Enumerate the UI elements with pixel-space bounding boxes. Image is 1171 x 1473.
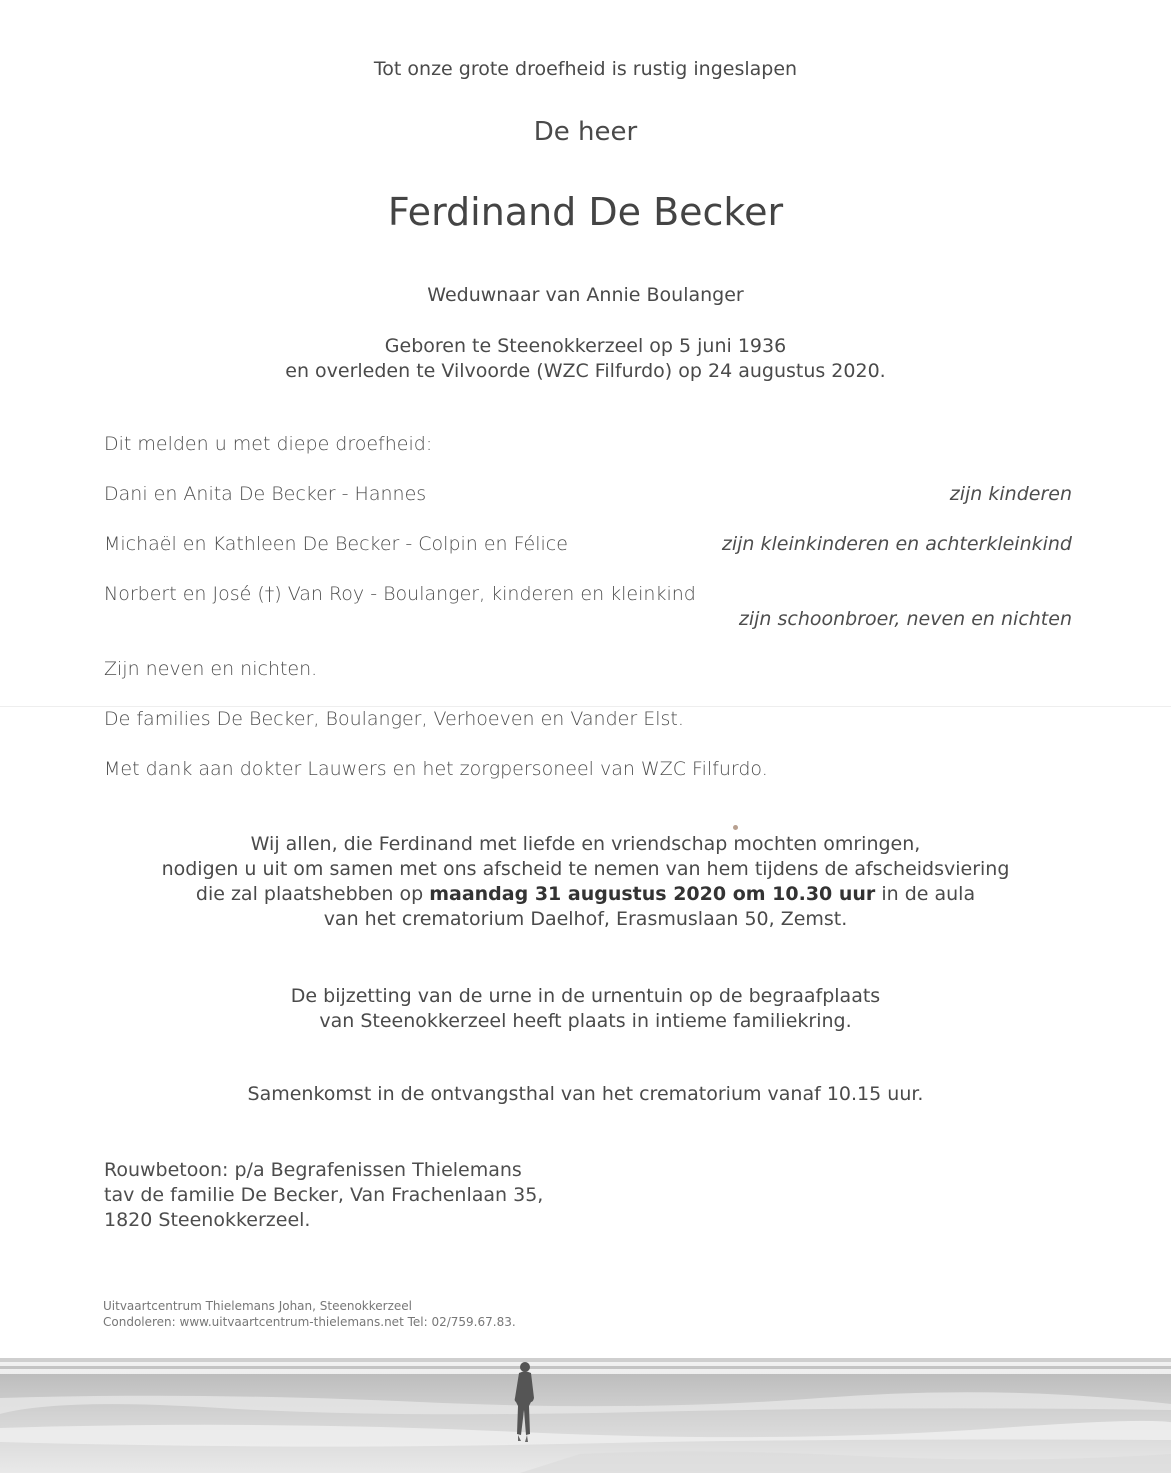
ceremony-date-time: maandag 31 augustus 2020 om 10.30 uur	[429, 883, 876, 905]
birth-text: Geboren te Steenokkerzeel op 5 juni 1936	[384, 335, 787, 357]
ceremony-line-1: Wij allen, die Ferdinand met liefde en vriendschap mochten omringen,	[250, 833, 921, 855]
ceremony-line-3-post: in de aula	[875, 883, 976, 905]
funeral-home-footer	[103, 1298, 516, 1330]
families-text: De families De Becker, Boulanger, Verhoeven en Vander Elst.	[104, 708, 684, 730]
family-names-children: Dani en Anita De Becker - Hannes	[104, 483, 427, 505]
condolence-address	[104, 1158, 543, 1233]
cousins-text: Zijn neven en nichten.	[104, 658, 318, 680]
intro-text: Tot onze grote droefheid is rustig ingeslapen	[373, 58, 798, 80]
address-line-3: 1820 Steenokkerzeel.	[104, 1209, 311, 1231]
family-names-inlaws: Norbert en José (†) Van Roy - Boulanger, kinderen en kleinkind	[104, 583, 696, 605]
birth-death-block	[0, 334, 1171, 384]
ceremony-line-3-pre: die zal plaatshebben op	[195, 883, 430, 905]
burial-block	[0, 984, 1171, 1034]
announcement-intro: Dit melden u met diepe droefheid:	[104, 433, 433, 455]
deceased-name: Ferdinand De Becker	[387, 190, 784, 234]
death-text: en overleden te Vilvoorde (WZC Filfurdo) op 24 augustus 2020.	[285, 360, 886, 382]
widow-of-text: Weduwnaar van Annie Boulanger	[427, 284, 744, 306]
address-line-2: tav de familie De Becker, Van Frachenlaan 35,	[104, 1184, 544, 1206]
burial-line-1: De bijzetting van de urne in de urnentuin op de begraafplaats	[290, 985, 881, 1007]
ceremony-line-2: nodigen u uit om samen met ons afscheid te nemen van hem tijdens de afscheidsviering	[161, 858, 1010, 880]
footer-line-2: Condoleren: www.uitvaartcentrum-thielemans.net Tel: 02/759.67.83.	[103, 1315, 516, 1329]
family-names-grandchildren: Michaël en Kathleen De Becker - Colpin en Félice	[104, 533, 568, 555]
thanks-text: Met dank aan dokter Lauwers en het zorgpersoneel van WZC Filfurdo.	[104, 758, 768, 780]
footer-line-1: Uitvaartcentrum Thielemans Johan, Steenokkerzeel	[103, 1299, 412, 1313]
family-relation-grandchildren: zijn kleinkinderen en achterkleinkind	[721, 533, 1072, 555]
family-relation-inlaws: zijn schoonbroer, neven en nichten	[738, 608, 1072, 630]
ceremony-block	[0, 832, 1171, 932]
family-relation-children: zijn kinderen	[949, 483, 1072, 505]
address-line-1: Rouwbetoon: p/a Begrafenissen Thielemans	[104, 1159, 522, 1181]
ceremony-line-4: van het crematorium Daelhof, Erasmuslaan 50, Zemst.	[323, 908, 848, 930]
honorific-title: De heer	[533, 117, 638, 147]
fold-line	[0, 706, 1171, 707]
burial-line-2: van Steenokkerzeel heeft plaats in intieme familiekring.	[319, 1010, 852, 1032]
gathering-text: Samenkomst in de ontvangsthal van het crematorium vanaf 10.15 uur.	[247, 1083, 924, 1105]
beach-walker-illustration	[0, 1358, 1171, 1473]
print-speck	[733, 825, 738, 830]
ceremony-line-3	[0, 882, 1171, 907]
